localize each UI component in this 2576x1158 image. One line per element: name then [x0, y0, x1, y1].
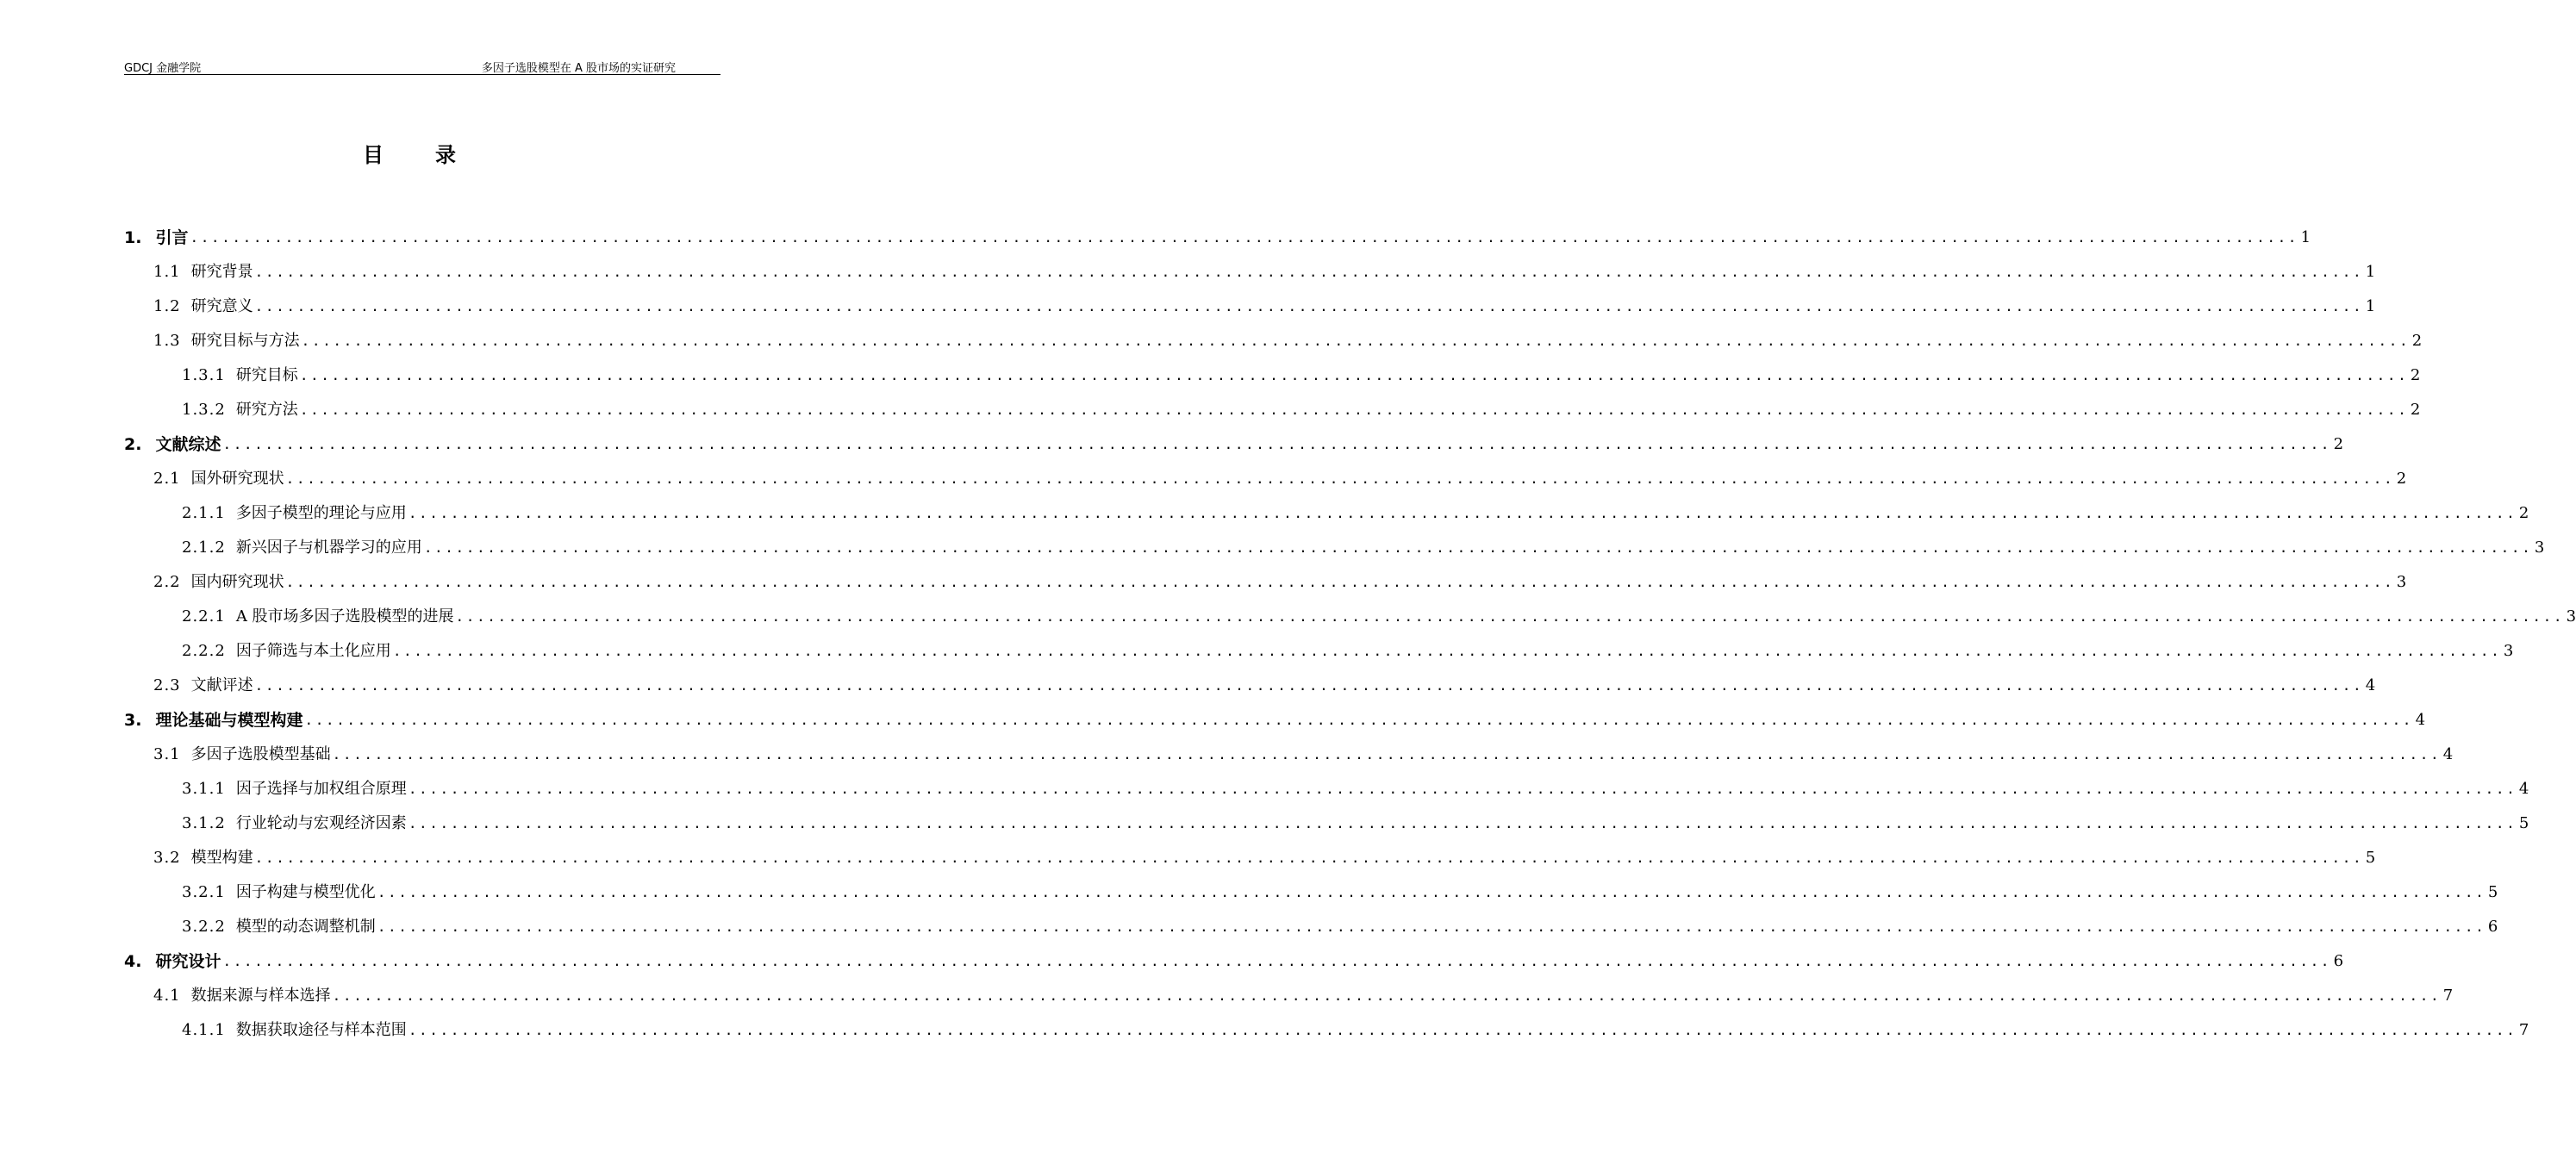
- toc-entry-title: 新兴因子与机器学习的应用: [235, 539, 422, 557]
- toc-entry[interactable]: [0, 531, 2545, 565]
- toc-entry[interactable]: [0, 393, 2421, 427]
- toc-entry-page: 4: [2518, 780, 2529, 798]
- toc-dot-leader: ........................................................................................................................................................................................................: [222, 953, 2332, 969]
- toc-entry-page: 2: [2410, 401, 2421, 419]
- toc-entry-number: 1.3.1: [182, 366, 226, 384]
- toc-entry[interactable]: [0, 979, 2454, 1013]
- toc-entry-number: 3.2.1: [182, 883, 226, 901]
- toc-entry-number: 3.: [124, 711, 142, 730]
- toc-dot-leader: ........................................................................................................................................................................................................: [299, 402, 2409, 418]
- toc-entry[interactable]: [0, 703, 2426, 738]
- toc-entry-title: 模型构建: [190, 849, 253, 867]
- toc-dot-leader: ........................................................................................................................................................................................................: [254, 677, 2364, 694]
- toc-entry-page: 1: [2365, 263, 2376, 281]
- toc-dot-leader: ........................................................................................................................................................................................................: [254, 850, 2364, 866]
- toc-dot-leader: ........................................................................................................................................................................................................: [377, 884, 2486, 900]
- toc-entry-number: 2.2.1: [182, 607, 226, 626]
- toc-dot-leader: ........................................................................................................................................................................................................: [377, 918, 2486, 935]
- toc-entry-number: 1.: [124, 228, 142, 247]
- toc-entry-page: 5: [2487, 883, 2498, 901]
- toc-dot-leader: ........................................................................................................................................................................................................: [408, 1022, 2517, 1038]
- toc-entry-number: 3.1: [153, 745, 181, 763]
- toc-entry-page: 6: [2487, 918, 2498, 936]
- toc-dot-leader: ........................................................................................................................................................................................................: [301, 333, 2411, 349]
- toc-entry-page: 2: [2396, 470, 2407, 488]
- toc-entry-page: 4: [2415, 711, 2426, 729]
- toc-entry-number: 3.1.2: [182, 814, 226, 832]
- toc-entry-number: 2.1.1: [182, 504, 226, 522]
- toc-entry-title: 因子筛选与本土化应用: [235, 642, 391, 660]
- toc-title: 目录: [363, 143, 508, 167]
- toc-dot-leader: ........................................................................................................................................................................................................: [299, 367, 2409, 383]
- toc-entry-title: 引言: [155, 228, 189, 247]
- toc-entry-title: 研究方法: [235, 401, 298, 419]
- toc-dot-leader: ........................................................................................................................................................................................................: [285, 470, 2395, 487]
- toc-entry-title: 数据获取途径与样本范围: [235, 1021, 407, 1039]
- toc-entry-title: 文献综述: [155, 435, 221, 454]
- toc-entry-number: 2.1.2: [182, 539, 226, 557]
- header-left-text: GDCJ 金融学院: [124, 62, 202, 75]
- toc-entry-title: 研究目标与方法: [190, 332, 300, 350]
- toc-entry-number: 2.: [124, 435, 142, 454]
- toc-dot-leader: ........................................................................................................................................................................................................: [285, 574, 2395, 590]
- toc-entry-number: 4.: [124, 952, 142, 971]
- toc-entry-title: 研究设计: [155, 952, 221, 971]
- toc-dot-leader: ........................................................................................................................................................................................................: [408, 505, 2517, 521]
- toc-dot-leader: ........................................................................................................................................................................................................: [392, 643, 2502, 659]
- header-right-text: 多因子选股模型在 A 股市场的实证研究: [481, 62, 676, 75]
- toc-entry-page: 5: [2518, 814, 2529, 832]
- toc-entry-title: 研究意义: [190, 297, 253, 315]
- toc-entry-page: 5: [2365, 849, 2376, 867]
- toc-entry-title: 国外研究现状: [190, 470, 284, 488]
- toc-entry-page: 2: [2410, 366, 2421, 384]
- toc-entry[interactable]: [0, 565, 2407, 600]
- toc-entry-page: 7: [2518, 1021, 2529, 1039]
- toc-dot-leader: ........................................................................................................................................................................................................: [423, 539, 2533, 556]
- toc-entry[interactable]: [0, 462, 2407, 496]
- toc-entry-title: 研究背景: [190, 263, 253, 281]
- toc-dot-leader: ........................................................................................................................................................................................................: [332, 987, 2442, 1004]
- toc-entry[interactable]: [0, 358, 2421, 393]
- toc-dot-leader: ........................................................................................................................................................................................................: [332, 746, 2442, 763]
- toc-entry[interactable]: [0, 1013, 2529, 1048]
- toc-dot-leader: ........................................................................................................................................................................................................: [304, 712, 2414, 728]
- toc-entry-number: 2.2.2: [182, 642, 226, 660]
- toc-dot-leader: ........................................................................................................................................................................................................: [408, 781, 2517, 797]
- toc-entry-page: 4: [2365, 676, 2376, 694]
- toc-entry-title: 多因子模型的理论与应用: [235, 504, 407, 522]
- toc-entry-title: 理论基础与模型构建: [155, 711, 303, 730]
- toc-entry-page: 1: [2300, 228, 2311, 246]
- toc-entry-title: 研究目标: [235, 366, 298, 384]
- toc-entry-number: 3.2: [153, 849, 181, 867]
- toc-entry-page: 2: [2333, 435, 2344, 453]
- toc-entry-title: A 股市场多因子选股模型的进展: [235, 607, 454, 626]
- toc-entry-page: 2: [2411, 332, 2423, 350]
- toc-entry-number: 3.1.1: [182, 780, 226, 798]
- toc-entry[interactable]: [0, 634, 2514, 669]
- toc-entry-page: 6: [2333, 952, 2344, 970]
- toc-entry[interactable]: [0, 290, 2376, 324]
- toc-dot-leader: ........................................................................................................................................................................................................: [254, 298, 2364, 314]
- toc-entry[interactable]: [0, 427, 2344, 462]
- toc-entry-title: 行业轮动与宏观经济因素: [235, 814, 407, 832]
- toc-entry-number: 2.3: [153, 676, 181, 694]
- toc-entry-page: 1: [2365, 297, 2376, 315]
- toc-entry[interactable]: [0, 772, 2529, 806]
- toc-entry[interactable]: [0, 496, 2529, 531]
- toc-entry[interactable]: [0, 221, 2311, 255]
- table-of-contents: [0, 221, 2576, 1048]
- toc-entry-title: 因子选择与加权组合原理: [235, 780, 407, 798]
- toc-entry[interactable]: [0, 669, 2376, 703]
- toc-entry-number: 3.2.2: [182, 918, 226, 936]
- page-header: [124, 55, 720, 75]
- toc-dot-leader: ........................................................................................................................................................................................................: [408, 815, 2517, 831]
- toc-entry[interactable]: [0, 944, 2344, 979]
- toc-entry-page: 3: [2534, 539, 2545, 557]
- toc-entry-title: 因子构建与模型优化: [235, 883, 376, 901]
- toc-entry-page: 3: [2396, 573, 2407, 591]
- toc-entry-page: 3: [2503, 642, 2514, 660]
- toc-entry-title: 模型的动态调整机制: [235, 918, 376, 936]
- toc-entry-number: 2.1: [153, 470, 181, 488]
- toc-entry-title: 文献评述: [190, 676, 253, 694]
- toc-entry-title: 多因子选股模型基础: [190, 745, 331, 763]
- toc-entry-page: 7: [2442, 987, 2454, 1005]
- toc-entry-number: 4.1.1: [182, 1021, 226, 1039]
- toc-entry-number: 2.2: [153, 573, 181, 591]
- toc-entry[interactable]: [0, 875, 2498, 910]
- toc-entry[interactable]: [0, 738, 2454, 772]
- toc-entry[interactable]: [0, 910, 2498, 944]
- toc-entry-title: 国内研究现状: [190, 573, 284, 591]
- toc-dot-leader: ........................................................................................................................................................................................................: [455, 608, 2565, 625]
- toc-dot-leader: ........................................................................................................................................................................................................: [222, 436, 2332, 452]
- toc-entry-number: 4.1: [153, 987, 181, 1005]
- toc-entry[interactable]: [0, 324, 2423, 358]
- toc-entry-page: 3: [2566, 607, 2576, 626]
- toc-dot-leader: ........................................................................................................................................................................................................: [190, 229, 2299, 246]
- toc-entry[interactable]: [0, 255, 2376, 290]
- toc-entry[interactable]: [0, 841, 2376, 875]
- toc-entry-number: 1.3.2: [182, 401, 226, 419]
- toc-entry-number: 1.1: [153, 263, 181, 281]
- toc-entry-number: 1.3: [153, 332, 181, 350]
- toc-entry[interactable]: [0, 600, 2576, 634]
- toc-entry[interactable]: [0, 806, 2529, 841]
- toc-entry-number: 1.2: [153, 297, 181, 315]
- toc-entry-page: 4: [2442, 745, 2454, 763]
- toc-entry-page: 2: [2518, 504, 2529, 522]
- toc-entry-title: 数据来源与样本选择: [190, 987, 331, 1005]
- toc-dot-leader: ........................................................................................................................................................................................................: [254, 264, 2364, 280]
